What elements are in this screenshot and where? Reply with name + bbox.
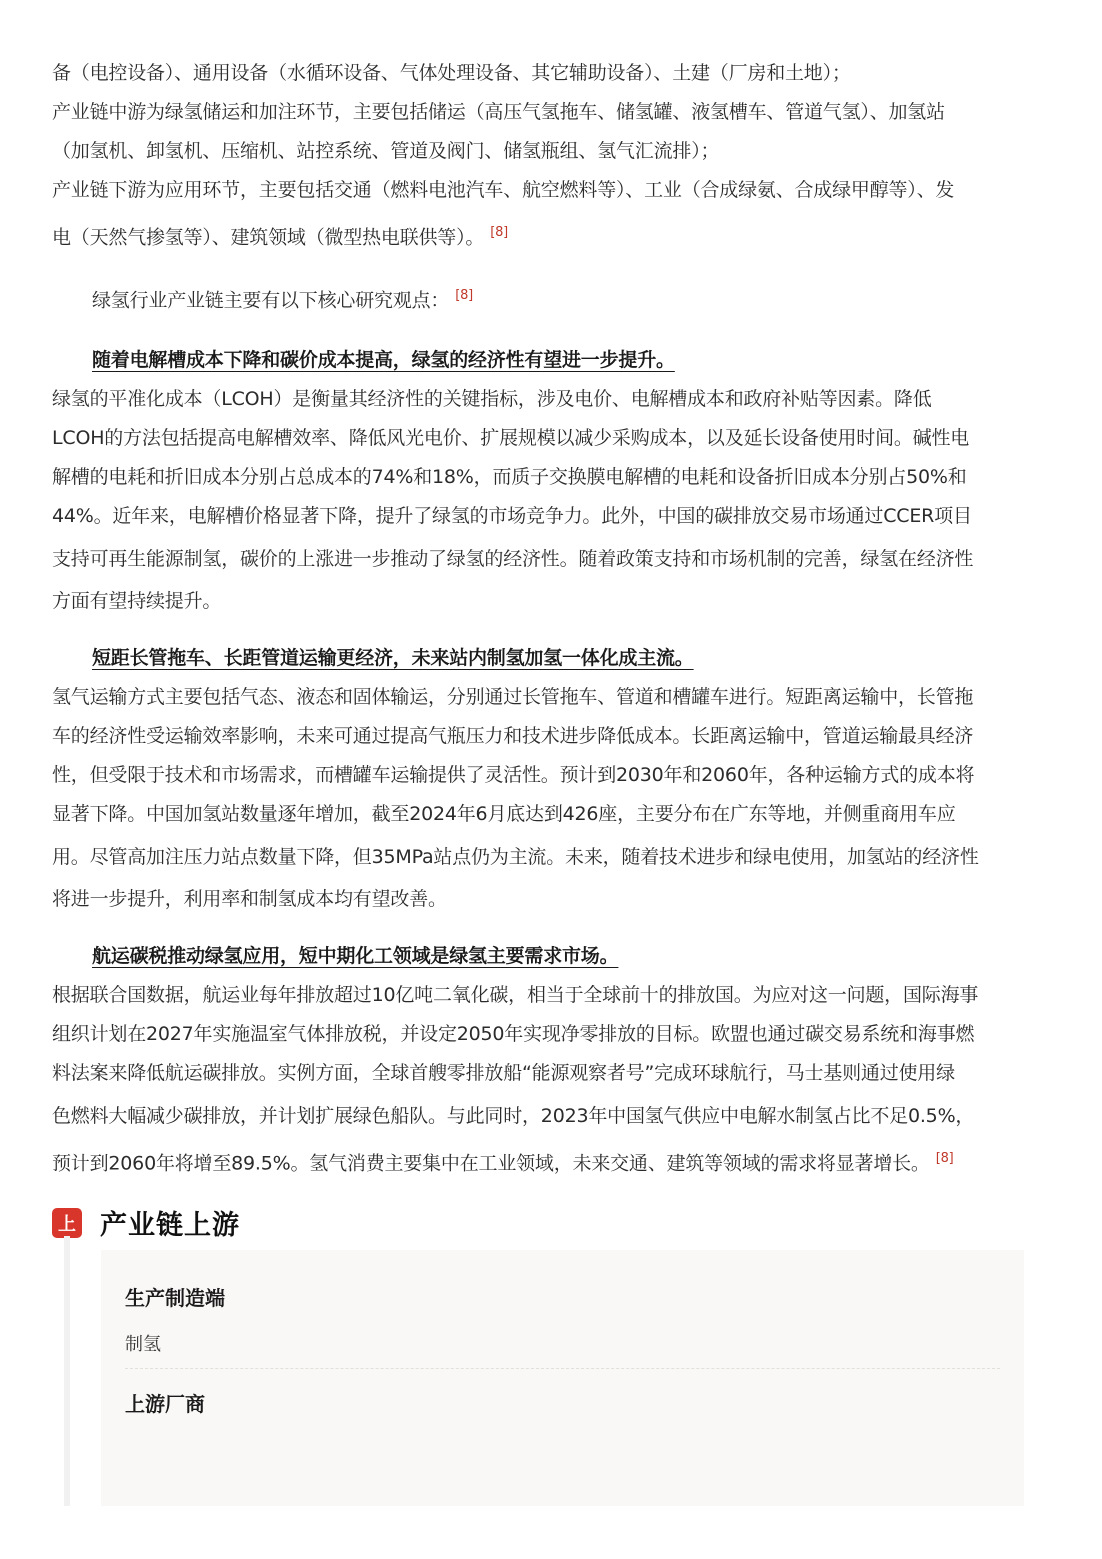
intro-line: 产业链中游为绿氢储运和加注环节，主要包括储运（高压气氢拖车、储氢罐、液氢槽车、管道气氢）、加氢站 (52, 101, 945, 123)
paragraph-line: 用。尽管高加注压力站点数量下降，但35MPa站点仍为主流。未来，随着技术进步和绿电使用，加氢站的经济性 (52, 845, 979, 868)
upstream-section-header (52, 1203, 240, 1242)
core-views-intro: 绿氢行业产业链主要有以下核心研究观点： [8] (92, 288, 474, 312)
upstream-card (101, 1250, 1024, 1506)
paragraph-line: 将进一步提升，利用率和制氢成本均有望改善。 (52, 887, 447, 910)
paragraph-line: 显著下降。中国加氢站数量逐年增加，截至2024年6月底达到426座，主要分布在广东等地，并侧重商用车应 (52, 802, 956, 825)
paragraph-line: 预计到2060年将增至89.5%。氢气消费主要集中在工业领域，未来交通、建筑等领域的需求将显著增长。 [8] (52, 1150, 954, 1174)
paragraph-line: 组织计划在2027年实施温室气体排放税，并设定2050年实现净零排放的目标。欧盟也通过碳交易系统和海事燃 (52, 1022, 975, 1045)
paragraph-line: 绿氢的平准化成本（LCOH）是衡量其经济性的关键指标，涉及电价、电解槽成本和政府补贴等因素。降低 (52, 387, 932, 410)
production-item[interactable]: 制氢 (125, 1334, 161, 1355)
citation-link[interactable]: [8] (490, 225, 509, 240)
paragraph-line: 氢气运输方式主要包括气态、液态和固体输运，分别通过长管拖车、管道和槽罐车进行。短距离运输中，长管拖 (52, 685, 974, 708)
intro-line: （加氢机、卸氢机、压缩机、站控系统、管道及阀门、储氢瓶组、氢气汇流排）； (52, 140, 720, 162)
point-heading: 短距长管拖车、长距管道运输更经济，未来站内制氢加氢一体化成主流。 (92, 646, 694, 669)
paragraph-line: 车的经济性受运输效率影响，未来可通过提高气瓶压力和技术进步降低成本。长距离运输中，管道运输最具经济 (52, 724, 974, 747)
paragraph-line: 方面有望持续提升。 (52, 589, 222, 612)
point-heading: 随着电解槽成本下降和碳价成本提高，绿氢的经济性有望进一步提升。 (92, 348, 675, 371)
paragraph-line: 支持可再生能源制氢，碳价的上涨进一步推动了绿氢的经济性。随着政策支持和市场机制的完善，绿氢在经济性 (52, 547, 974, 570)
paragraph-line: 根据联合国数据，航运业每年排放超过10亿吨二氧化碳，相当于全球前十的排放国。为应对这一问题，国际海事 (52, 983, 979, 1006)
point-heading: 航运碳税推动绿氢应用，短中期化工领域是绿氢主要需求市场。 (92, 944, 619, 967)
timeline-bar (64, 1236, 70, 1506)
paragraph-line: 色燃料大幅减少碳排放，并计划扩展绿色船队。与此同时，2023年中国氢气供应中电解水制氢占比不足0.5%， (52, 1104, 975, 1127)
intro-line: 电（天然气掺氢等）、建筑领域（微型热电联供等）。 [8] (52, 225, 509, 249)
intro-line: 备（电控设备）、通用设备（水循环设备、气体处理设备、其它辅助设备）、土建（厂房和土地）； (52, 62, 851, 84)
citation-link[interactable]: [8] (935, 1150, 954, 1166)
production-heading: 生产制造端 (125, 1286, 225, 1310)
paragraph-line: 性，但受限于技术和市场需求，而槽罐车运输提供了灵活性。预计到2030年和2060年，各种运输方式的成本将 (52, 763, 975, 786)
section-title: 产业链上游 (100, 1210, 240, 1241)
paragraph-line: 料法案来降低航运碳排放。实例方面，全球首艘零排放船“能源观察者号”完成环球航行，马士基则通过使用绿 (52, 1061, 955, 1084)
paragraph-line: 44%。近年来，电解槽价格显著下降，提升了绿氢的市场竞争力。此外，中国的碳排放交易市场通过CCER项目 (52, 504, 972, 527)
article-body (52, 54, 1032, 1183)
citation-link[interactable]: [8] (455, 288, 474, 304)
paragraph-line: LCOH的方法包括提高电解槽效率、降低风光电价、扩展规模以减少采购成本，以及延长设备使用时间。碱性电 (52, 426, 970, 449)
intro-line: 产业链下游为应用环节，主要包括交通（燃料电池汽车、航空燃料等）、工业（合成绿氨、合成绿甲醇等）、发 (52, 179, 955, 201)
section-badge: 上 (52, 1208, 82, 1238)
paragraph-line: 解槽的电耗和折旧成本分别占总成本的74%和18%，而质子交换膜电解槽的电耗和设备折旧成本分别占50%和 (52, 465, 967, 488)
vendors-heading: 上游厂商 (125, 1392, 205, 1416)
card-divider (125, 1368, 1000, 1369)
